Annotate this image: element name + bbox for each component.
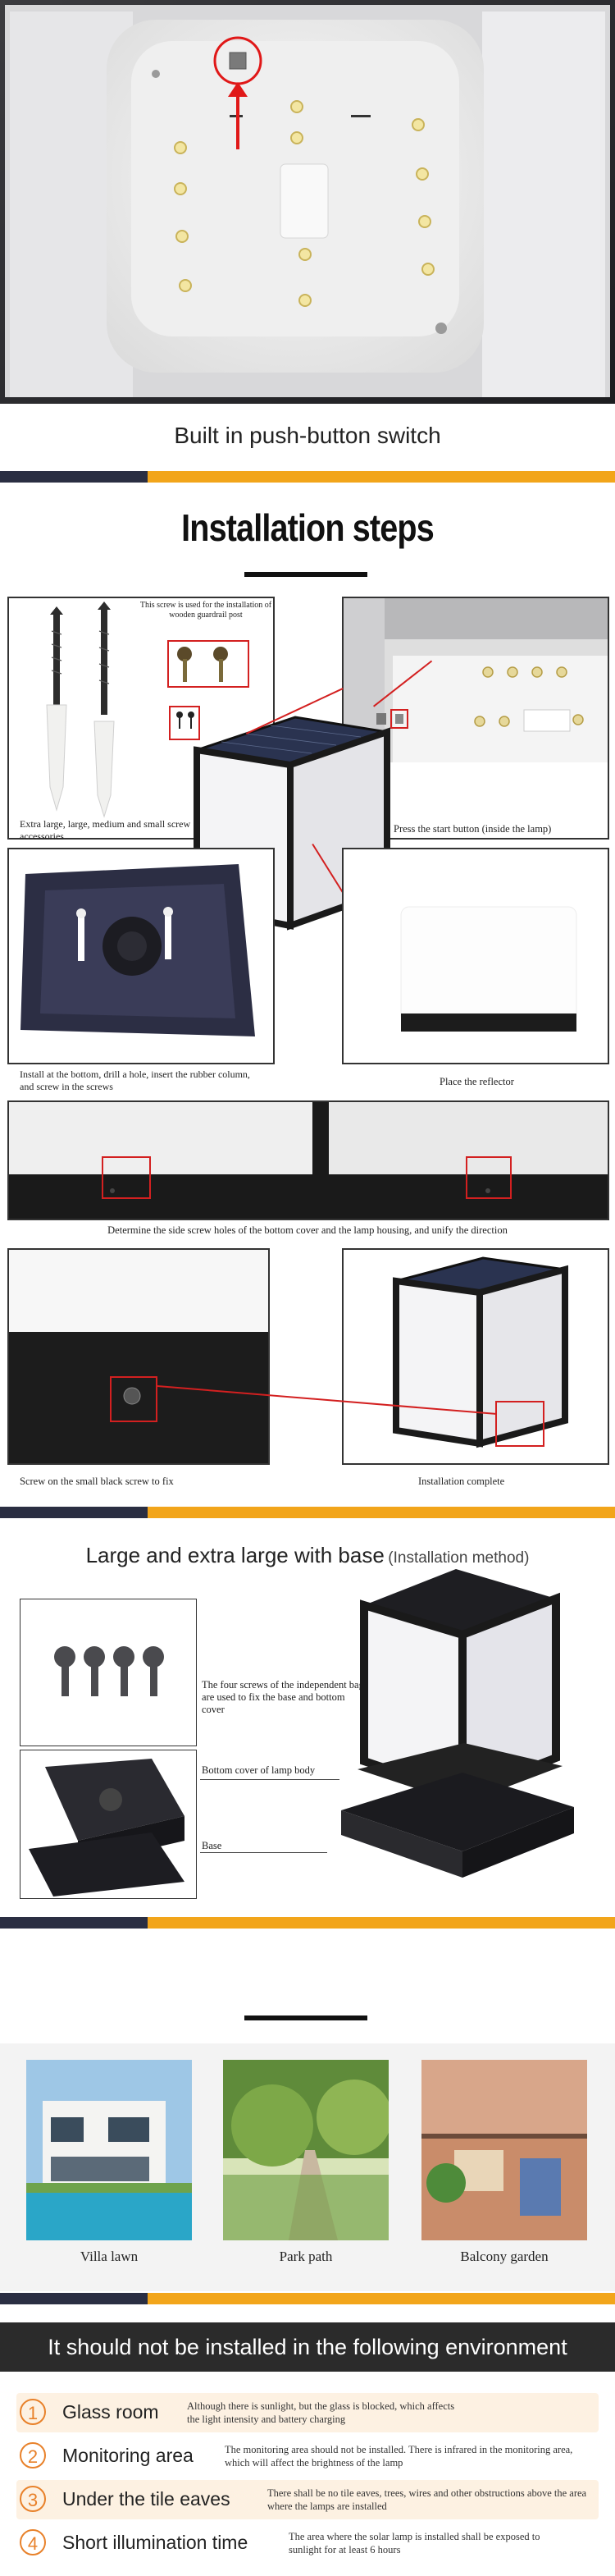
env-item-desc: The area where the solar lamp is installed shall be exposed to sunlight for at least 6 hours	[289, 2531, 540, 2555]
scene-label-balcony: Balcony garden	[460, 2249, 549, 2264]
highlight-box	[102, 1156, 151, 1199]
lamp-inside-photo	[0, 0, 615, 404]
lamp-with-base-image	[325, 1556, 587, 1901]
scenes-rule	[244, 2016, 367, 2020]
scene-villa-image	[26, 2060, 192, 2240]
step-caption-screw: Screw on the small black screw to fix	[20, 1476, 174, 1487]
env-item-glass-room	[16, 2393, 599, 2432]
base-screws-panel	[20, 1599, 197, 1746]
bottom-cover-image	[20, 1750, 194, 1897]
env-item-title: Glass room	[62, 2401, 159, 2423]
step-screw-panel	[7, 1248, 270, 1465]
highlight-box	[110, 1376, 157, 1422]
env-item-desc: There shall be no tile eaves, trees, wires and other obstructions above the area where the lamps are installed	[267, 2487, 587, 2512]
env-item-desc: Although there is sunlight, but the glass is blocked, which affects the light intensity and battery charging	[187, 2400, 455, 2425]
divider-bar-1	[0, 471, 615, 483]
screw-note-caption: This screw is used for the installation of wooden guardrail post	[139, 601, 272, 620]
step-caption-accessories: Extra large, large, medium and small screw accessories	[20, 818, 191, 842]
base-cover-panel	[20, 1750, 197, 1899]
env-number-badge: 1	[20, 2399, 46, 2425]
label-leader-line	[200, 1779, 339, 1780]
scene-label-park: Park path	[279, 2249, 333, 2264]
install-heading: Installation steps	[181, 506, 434, 549]
divider-bar-4	[0, 2293, 615, 2304]
heading-underline	[244, 572, 367, 577]
step-bottom-panel	[7, 848, 275, 1064]
base-label-cover: Bottom cover of lamp body	[202, 1764, 316, 1776]
step-caption-side-holes: Determine the side screw holes of the bottom cover and the lamp housing, and unify the direction	[107, 1224, 508, 1236]
scene-park-image	[223, 2060, 389, 2240]
env-item-title: Under the tile eaves	[62, 2488, 230, 2510]
highlight-box	[495, 1401, 544, 1447]
side-holes-image	[9, 1102, 608, 1219]
reflector-image	[344, 849, 608, 1063]
scene-label-villa: Villa lawn	[80, 2249, 139, 2264]
label-leader-line	[200, 1852, 327, 1853]
env-item-tile-eaves	[16, 2480, 599, 2519]
step-caption-reflector: Place the reflector	[440, 1076, 514, 1087]
step-complete-panel	[342, 1248, 609, 1465]
base-heading-main: Large and extra large with base	[85, 1543, 385, 1567]
env-item-desc: The monitoring area should not be installed. There is infrared in the monitoring area, which will affect the brightness of the lamp	[225, 2444, 573, 2468]
env-item-title: Short illumination time	[62, 2532, 248, 2553]
env-item-monitoring	[16, 2436, 599, 2476]
lamp-base-image	[9, 849, 273, 1063]
four-screws-image	[20, 1599, 194, 1744]
env-item-title: Monitoring area	[62, 2445, 194, 2466]
env-number-badge: 3	[20, 2486, 46, 2512]
step-caption-complete: Installation complete	[418, 1476, 505, 1487]
step-caption-bottom: Install at the bottom, drill a hole, insert the rubber column, and screw in the screws	[20, 1068, 250, 1092]
highlight-box	[466, 1156, 512, 1199]
black-screw-image	[9, 1250, 268, 1463]
base-label-base: Base	[202, 1840, 222, 1851]
divider-bar-3	[0, 1917, 615, 1929]
env-number-badge: 4	[20, 2529, 46, 2555]
base-heading-sub: (Installation method)	[388, 1549, 530, 1567]
divider-bar-2	[0, 1507, 615, 1518]
top-photo-caption: Built in push-button switch	[174, 423, 441, 448]
env-heading: It should not be installed in the following environment	[48, 2335, 567, 2359]
base-label-screws: The four screws of the independent bag are used to fix the base and bottom cover	[202, 1679, 364, 1715]
step-side-holes-panel	[7, 1100, 609, 1220]
env-number-badge: 2	[20, 2442, 46, 2468]
step-reflector-panel	[342, 848, 609, 1064]
env-item-short-illumination	[16, 2523, 599, 2563]
finished-lamp-image	[344, 1250, 608, 1463]
step-caption-button: Press the start button (inside the lamp)	[394, 823, 552, 835]
scene-balcony-image	[421, 2060, 587, 2240]
